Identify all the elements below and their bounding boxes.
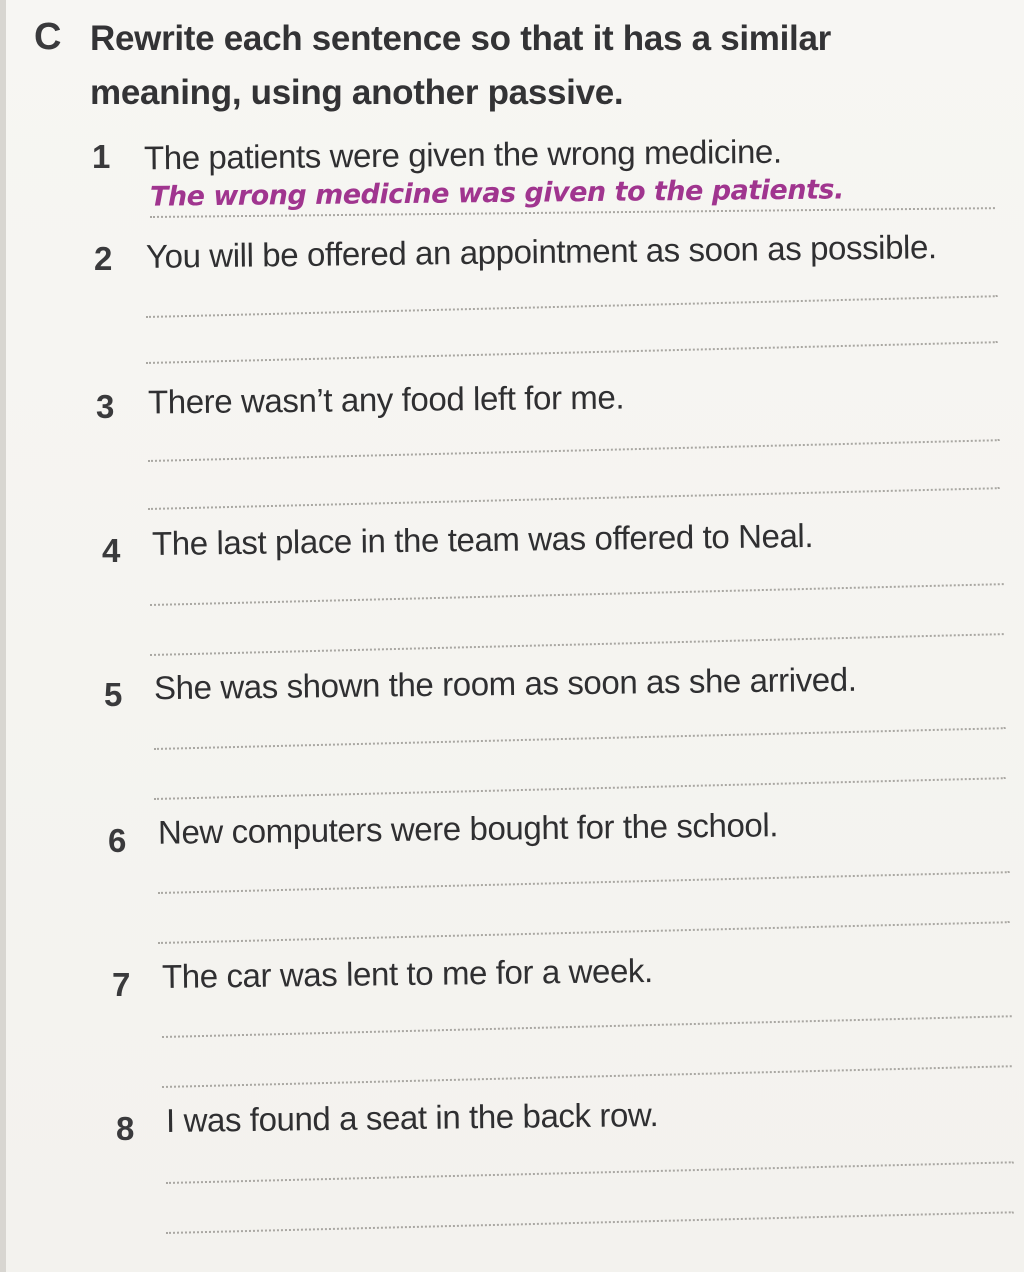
answer-line (162, 1065, 1012, 1088)
exercise-sentence: The patients were given the wrong medicine. (143, 132, 782, 177)
answer-line (166, 1161, 1014, 1184)
answer-line (150, 583, 1004, 606)
exercise-sentence: The last place in the team was offered to Neal. (151, 516, 814, 563)
answer-line (154, 777, 1006, 800)
answer-line (154, 727, 1006, 750)
page-edge (0, 0, 6, 1272)
exercise-number: 8 (116, 1110, 135, 1147)
exercise-number: 5 (104, 676, 123, 713)
exercise-number: 6 (108, 822, 127, 859)
exercise-sentence: New computers were bought for the school. (157, 806, 779, 851)
answer-line (146, 295, 998, 318)
answer-line (158, 871, 1010, 894)
section-instruction: Rewrite each sentence so that it has a similar meaning, using another passive. (90, 19, 831, 112)
exercise-sentence: The car was lent to me for a week. (161, 952, 653, 995)
exercise-sentence: She was shown the room as soon as she arrived. (153, 660, 857, 707)
exercise-sentence: I was found a seat in the back row. (165, 1095, 659, 1140)
exercise-number: 7 (112, 966, 131, 1003)
exercise-number: 3 (96, 388, 115, 425)
exercise-sentence: There wasn’t any food left for me. (147, 378, 625, 421)
answer-field[interactable]: The wrong medicine was given to the patients. (149, 174, 844, 213)
exercise-number: 1 (92, 138, 111, 175)
exercise-sentence: You will be offered an appointment as soon as possible. (145, 228, 937, 275)
answer-line (146, 341, 998, 364)
answer-line (162, 1015, 1012, 1038)
answer-line (148, 439, 1000, 462)
answer-line (166, 1211, 1014, 1234)
answer-line (148, 487, 1000, 510)
exercise-number: 4 (102, 532, 121, 569)
answer-line (158, 921, 1010, 944)
section-letter: C (34, 16, 62, 58)
answer-line (150, 633, 1004, 656)
exercise-number: 2 (94, 240, 113, 277)
